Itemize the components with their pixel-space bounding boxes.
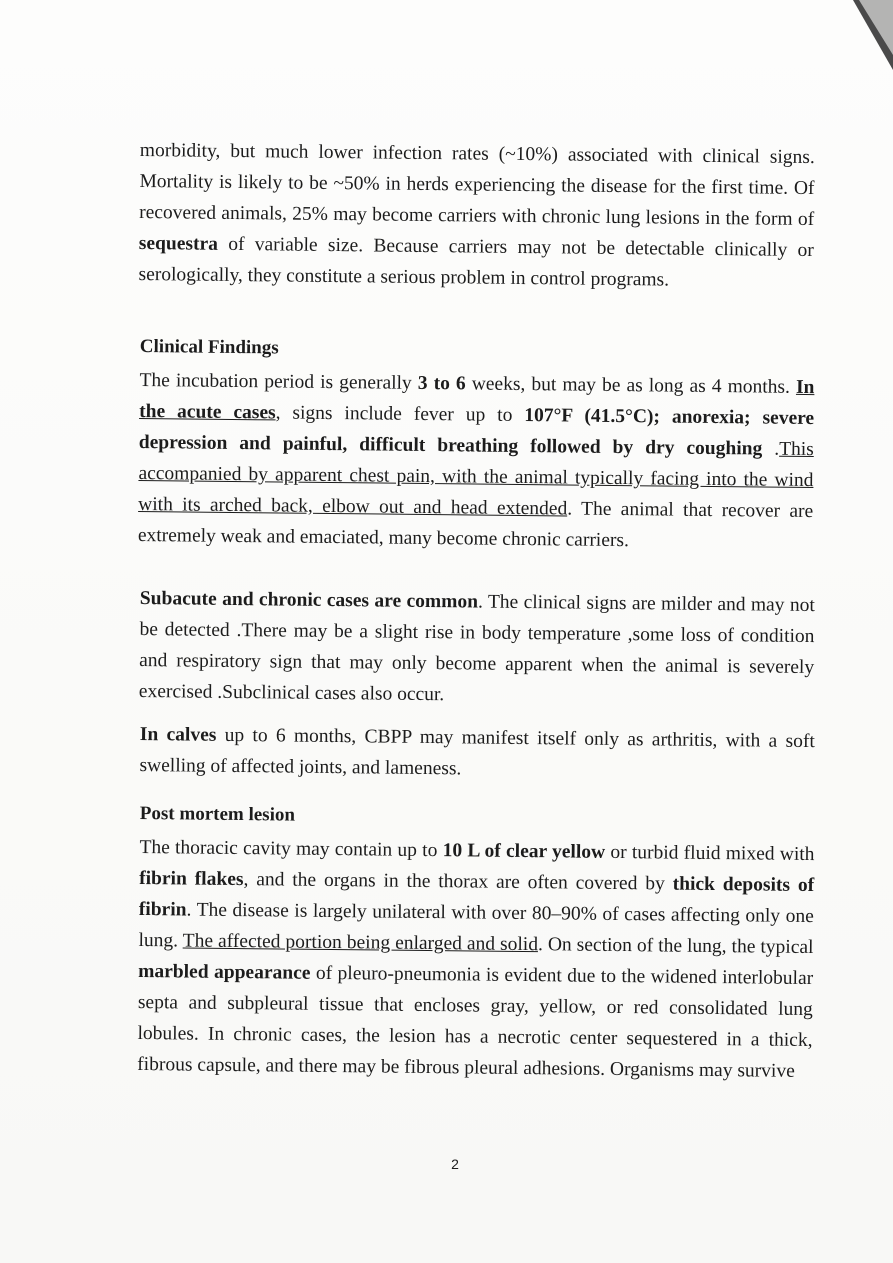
clinical-text-3: weeks, but may be as long as 4 months.	[465, 373, 797, 398]
pm-text-1: The thoracic cavity may contain up to	[139, 836, 443, 862]
pm-text-5: , and the organs in the thorax are often covered by	[243, 869, 673, 895]
paragraph-subacute	[139, 583, 815, 714]
heading-post-mortem: Post mortem lesion	[139, 802, 296, 826]
pm-marbled-appearance: marbled appearance	[138, 960, 311, 984]
heading-clinical-findings: Clinical Findings	[139, 335, 279, 359]
section-post-mortem	[137, 800, 815, 1087]
clinical-text-5: , signs include fever up to	[275, 402, 525, 427]
paragraph-calves	[139, 719, 815, 788]
pm-fluid-bold: 10 L of clear yellow	[442, 840, 606, 863]
para1-sequestra: sequestra	[138, 232, 219, 255]
clinical-text-1: The incubation period is generally	[139, 369, 418, 394]
clinical-underlined: This accompanied by apparent chest pain, with the animal typically facing into the wind with its arched back, elbow out and head extended	[138, 438, 814, 520]
page-number: 2	[451, 1156, 459, 1172]
pm-text-7: . The disease is largely unilateral with over 80–90% of cases affecting only one lung.	[138, 899, 814, 952]
pm-text-9: . On section of the lung, the typical	[537, 934, 814, 959]
clinical-acute-cases: In the acute cases	[139, 376, 815, 424]
paragraph-morbidity	[138, 135, 815, 297]
pm-text-3: or turbid fluid mixed with	[605, 841, 815, 866]
subacute-bold: Subacute and chronic cases are common	[139, 587, 479, 613]
clinical-signs-bold: 107°F (41.5°C); anorexia; severe depression and painful, difficult breathing followed by dry coughing	[138, 405, 815, 460]
para1-text-1: morbidity, but much lower infection rates (~10%) associated with clinical signs. Mortality is likely to be ~50% in herds experiencing the disease for the first time. Of recovered animals, 25% may become carriers with chronic lung lesions in the form of	[139, 139, 815, 231]
clinical-weeks: 3 to 6	[417, 372, 466, 395]
pm-affected-portion: The affected portion being enlarged and solid	[182, 930, 539, 956]
pm-thick-deposits: thick deposits of fibrin	[138, 873, 815, 921]
pm-text-11: of pleuro-pneumonia is evident due to the widened interlobular septa and subpleural tissue that encloses gray, yellow, or red consolidated lung lobules. In chronic cases, the lesion has a necrotic center sequestered in a thick, fibrous capsule, and there may be fibrous pleural adhesions. Organisms may survive	[137, 962, 814, 1082]
clinical-text-9: . The animal that recover are extremely weak and emaciated, many become chronic carriers.	[137, 498, 814, 552]
calves-text: up to 6 months, CBPP may manifest itself only as arthritis, with a soft swelling of affected joints, and lameness.	[139, 724, 815, 780]
scan-corner-mark	[823, 0, 893, 100]
pm-fibrin-flakes: fibrin flakes	[139, 867, 244, 891]
calves-bold: In calves	[139, 723, 217, 746]
clinical-text-7: .	[762, 438, 780, 460]
subacute-text: . The clinical signs are milder and may not be detected .There may be a slight rise in body temperature ,some loss of condition and respiratory sign that may only become apparent when the animal is severely exercised .Subclinical cases also occur.	[138, 591, 815, 706]
para1-text-3: of variable size. Because carriers may not be detectable clinically or serologically, they constitute a serious problem in control programs.	[138, 233, 814, 291]
section-clinical-findings	[138, 333, 815, 558]
